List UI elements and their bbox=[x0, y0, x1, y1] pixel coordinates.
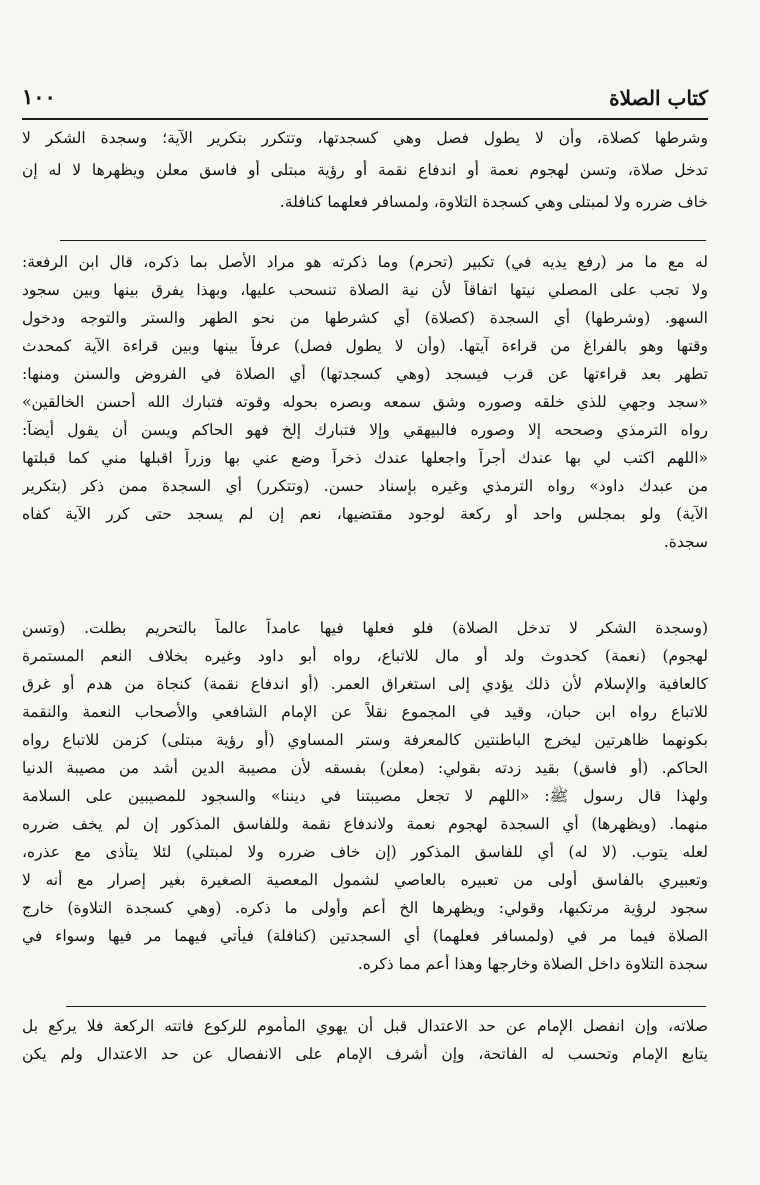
text-line: وقتها وهو بالفراغ من قراءة آيتها. (وأن لا يطول فصل) عرفاً بينها وبين قراءة الآية كمحدث bbox=[22, 337, 708, 355]
text-line: (وسجدة الشكر لا تدخل الصلاة) فلو فعلها فيها عامداً عالماً بالتحريم بطلت. (وتسن bbox=[22, 619, 708, 637]
text-line: «سجد وجهي للذي خلقه وصوره وشق سمعه وبصره بحوله وقوته فتبارك الله أحسن الخالقين» bbox=[22, 393, 708, 411]
text-line: سجود لرؤية مرتكبها، وقولي: ويظهرها الخ أعم وأولى ما ذكره. (وهي كسجدة التلاوة) خارج bbox=[22, 899, 708, 917]
header-rule bbox=[22, 118, 708, 120]
book-title: كتاب الصلاة bbox=[609, 86, 708, 110]
text-line: الآية) ولو بمجلس واحد أو ركعة لوجود مقتضيها، نعم إن لم يسجد حتى كرر الآية كفاه bbox=[22, 505, 708, 523]
text-line: سجدة التلاوة داخل الصلاة وخارجها وهذا أعم مما ذكره. bbox=[357, 955, 708, 973]
text-line: صلاته، وإن انفصل الإمام عن حد الاعتدال قبل أن يهوي المأموم للركوع فاتته الركعة فلا يركع بل bbox=[22, 1017, 708, 1035]
text-line: له مع ما مر (رفع يديه في) تكبير (تحرم) وما ذكرته هو مراد الأصل بما ذكره، قال ابن الرفعة: bbox=[22, 253, 708, 271]
text-line: وشرطها كصلاة، وأن لا يطول فصل وهي كسجدتها، وتتكرر بتكرير الآية؛ وسجدة الشكر لا bbox=[22, 129, 708, 147]
text-line: رواه الترمذي وصححه إلا وصوره فالبيهقي وإلا فتبارك إلخ فهو الحاكم ويسن أن يقول أيضاً: bbox=[22, 421, 708, 439]
text-line: لعله يتوب. (لا له) أي للفاسق المذكور (إن خاف ضرره ولا لمبتلي) لئلا يتأذى مع عذره، bbox=[22, 843, 708, 861]
text-line: ولهذا قال رسول ﷺ: «اللهم لا تجعل مصيبتنا في ديننا» والسجود للمصيبين على السلامة bbox=[22, 787, 708, 805]
text-line: «اللهم اكتب لي بها عندك أجراً واجعلها عندك ذخراً وضع عني بها وزراً اقبلها مني كما قبلتها bbox=[22, 449, 708, 467]
text-line: تدخل صلاة، وتسن لهجوم نعمة أو اندفاع نقمة أو رؤية مبتلى أو فاسق معلن ويظهرها لا له إن bbox=[22, 161, 708, 179]
text-line: خاف ضرره ولا لمبتلى وهي كسجدة التلاوة، ولمسافر فعلهما كنافلة. bbox=[279, 193, 708, 211]
text-line: منهما. (ويظهرها) أي السجدة لهجوم نعمة ولاندفاع نقمة وللفاسق المذكور إن لم يخف ضرره bbox=[22, 815, 708, 833]
text-line: من عبدك داود» رواه الترمذي وغيره بإسناد حسن. (وتتكرر) أي السجدة ممن ذكر (بتكرير bbox=[22, 477, 708, 495]
text-line: تطهر بعد قراءتها عن قرب فيسجد (وهي كسجدتها) أي الصلاة في الفروض والسنن ومنها: bbox=[22, 365, 708, 383]
text-line: الصلاة فيما مر في (ولمسافر فعلهما) أي السجدتين (كنافلة) فيأتي فيهما مر فيها وسواء في bbox=[22, 927, 708, 945]
page-header bbox=[22, 78, 708, 114]
section-divider bbox=[60, 240, 706, 241]
text-line: كالعافية والإسلام لأن ذلك يؤدي إلى استغراق العمر. (أو اندفاع نقمة) كنجاة من هدم أو غرق bbox=[22, 675, 708, 693]
text-line: بكونهما ظاهرتين ليخرج الباطنتين كالمعرفة وستر المساوي (أو رؤية مبتلى) كزمن للاتباع رواه bbox=[22, 731, 708, 749]
page-number: ١٠٠ bbox=[22, 84, 56, 109]
text-line: الحاكم. (أو فاسق) بقيد زدته بقولي: (معلن) بفسقه لأن مصيبة الدين أشد من مصيبة الدنيا bbox=[22, 759, 708, 777]
text-line: لهجوم) (نعمة) كحدوث ولد أو مال للاتباع، رواه أبو داود وغيره بخلاف النعم المستمرة bbox=[22, 647, 708, 665]
text-line: يتابع الإمام وتحسب له الفاتحة، وإن أشرف الإمام على الانفصال عن حد الاعتدال ولم يكن bbox=[22, 1045, 708, 1063]
text-line: وتعبيري بالفاسق أولى من تعبيره بالعاصي لشمول المعصية الصغيرة بغير إصرار مع أنه لا bbox=[22, 871, 708, 889]
footnote-divider bbox=[66, 1006, 706, 1007]
text-line: للاتباع رواه ابن حبان، وقيد في المجموع نقلاً عن الإمام الشافعي والأصحاب النعمة والنقمة bbox=[22, 703, 708, 721]
text-line: ولا تجب على المصلي نيتها اتفاقاً لأن نية الصلاة تنسحب عليها، وبهذا يفرق بينها وبين سجود bbox=[22, 281, 708, 299]
text-line: سجدة. bbox=[663, 533, 708, 551]
text-line: السهو. (وشرطها) أي السجدة (كصلاة) أي كشرطها من نحو الطهر والستر والتوجه ودخول bbox=[22, 309, 708, 327]
